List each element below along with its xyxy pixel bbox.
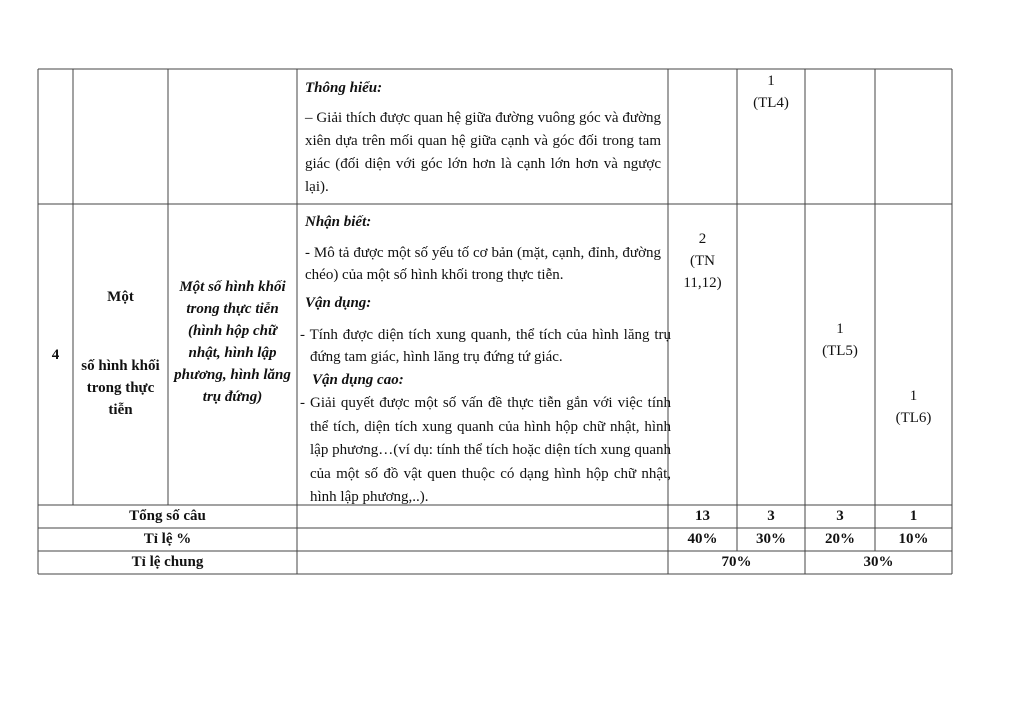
totals-nb: 13 — [695, 508, 710, 524]
totals-label: Tổng số câu — [129, 508, 206, 524]
row-number: 4 — [51, 347, 60, 363]
totals-vd: 3 — [836, 508, 844, 524]
percent-nb: 40% — [687, 531, 718, 547]
percent-th: 30% — [756, 531, 786, 547]
content-unit: Một số hình khối trong thực tiễn (hình hộp chữ nhật, hình lập phương, hình lăng trụ đứng) — [174, 279, 291, 405]
percent-vd: 20% — [825, 531, 855, 547]
common-label: Tỉ lệ chung — [131, 554, 204, 570]
percent-label: Tỉ lệ % — [143, 531, 192, 547]
thong-hieu-heading: Thông hiểu: — [305, 80, 383, 96]
th-count: 1 — [767, 73, 775, 89]
van-dung-description: - Tính được diện tích xung quanh, thể tích của hình lăng trụ đứng tam giác, hình lăng trụ đứng tứ giác. — [300, 327, 671, 365]
nb-count: 2 — [698, 231, 707, 247]
common-left: 70% — [721, 554, 752, 570]
topic-line2: số hình khối trong thực tiễn — [81, 358, 160, 418]
totals-th: 3 — [767, 508, 775, 524]
thong-hieu-description: – Giải thích được quan hệ giữa đường vuông góc và đường xiên dựa trên mối quan hệ giữa cạnh và góc đối trong tam giác (đối diện với góc lớn hơn là cạnh lớn hơn và ngược lại). — [305, 110, 661, 195]
vd-count: 1 — [836, 321, 844, 337]
van-dung-cao-description: - Giải quyết được một số vấn đề thực tiễn gắn với việc tính thể tích, diện tích xung quanh của hình hộp chữ nhật, hình lập phương…(ví dụ: tính thể tích hoặc diện tích xung quanh của một số đồ vật quen thuộc có dạng hình hộp chữ nhật, hình lập phương,..). — [300, 395, 671, 505]
van-dung-heading: Vận dụng: — [305, 295, 372, 311]
vd-code: (TL5) — [822, 343, 858, 359]
topic-line1: Một — [107, 289, 134, 305]
vdc-code: (TL6) — [895, 410, 932, 426]
percent-vdc: 10% — [898, 531, 929, 547]
th-code: (TL4) — [753, 95, 789, 111]
totals-vdc: 1 — [909, 508, 918, 524]
nhan-biet-description: - Mô tả được một số yếu tố cơ bản (mặt, cạnh, đỉnh, đường chéo) của một số hình khối trong thực tiễn. — [305, 245, 661, 283]
nb-code-1: (TN — [690, 253, 715, 269]
vdc-count: 1 — [909, 388, 918, 404]
common-right: 30% — [863, 554, 894, 570]
nb-code-2: 11,12) — [683, 275, 722, 291]
van-dung-cao-heading: Vận dụng cao: — [312, 372, 404, 388]
nhan-biet-heading: Nhận biết: — [305, 214, 372, 230]
